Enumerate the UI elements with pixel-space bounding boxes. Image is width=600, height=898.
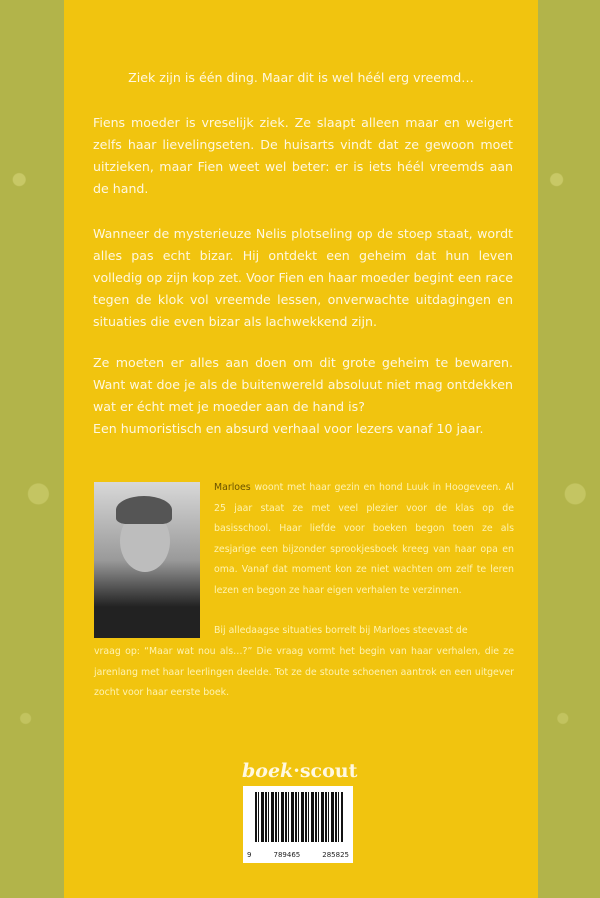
blurb-paragraph-1: Fiens moeder is vreselijk ziek. Ze slaapt alleen maar en weigert zelfs haar lievelingseten. De huisarts vindt dat ze gewoon moet uitzieken, maar Fien weet wel beter: er is iets héél vreemds aan de hand. — [93, 115, 513, 196]
blurb-paragraph-2: Wanneer de mysterieuze Nelis plotseling op de stoep staat, wordt alles pas echt bizar. Hij ontdekt een geheim dat hun leven volledig op zijn kop zet. Voor Fien en haar moeder begint een race tegen de klok vol vreemde lessen, onverwachte uitdagingen en situaties die even bizar als lachwekkend zijn. — [93, 226, 513, 329]
blurb-paragraph-3: Ze moeten er alles aan doen om dit grote geheim te bewaren. Want wat doe je als de buitenwereld absoluut niet mag ontdekken wat er écht met je moeder aan de hand is? — [93, 355, 513, 414]
blurb-paragraph-4: Een humoristisch en absurd verhaal voor lezers vanaf 10 jaar. — [93, 421, 484, 436]
author-bio-1 — [214, 478, 514, 601]
tagline: Ziek zijn is één ding. Maar dit is wel héél erg vreemd… — [128, 70, 474, 85]
author-name: Marloes — [214, 482, 251, 493]
left-border — [0, 0, 64, 898]
author-bio-2a: Bij alledaagse situaties borrelt bij Marloes steevast de — [214, 625, 468, 636]
right-border — [538, 0, 600, 898]
isbn-barcode: 9 789465 285825 — [243, 786, 353, 863]
author-bio-text: woont met haar gezin en hond Luuk in Hoogeveen. Al 25 jaar staat ze met veel plezier voor de klas op de basisschool. Haar liefde voor boeken begon toen ze als zesjarige een bijzonder sprookjesboek kreeg van haar opa en oma. Vanaf dat moment kon ze niet wachten om zelf te leren lezen en begon ze haar eigen verhalen te verzinnen. — [214, 482, 514, 596]
publisher-logo: boek·scout — [242, 760, 358, 782]
author-bio-2b: vraag op: “Maar wat nou als…?” Die vraag vormt het begin van haar verhalen, die ze jarenlang met haar leerlingen deelde. Tot ze de stoute schoenen aantrok en een uitgever zocht voor haar eerste boek. — [94, 646, 514, 698]
author-photo — [94, 482, 200, 638]
